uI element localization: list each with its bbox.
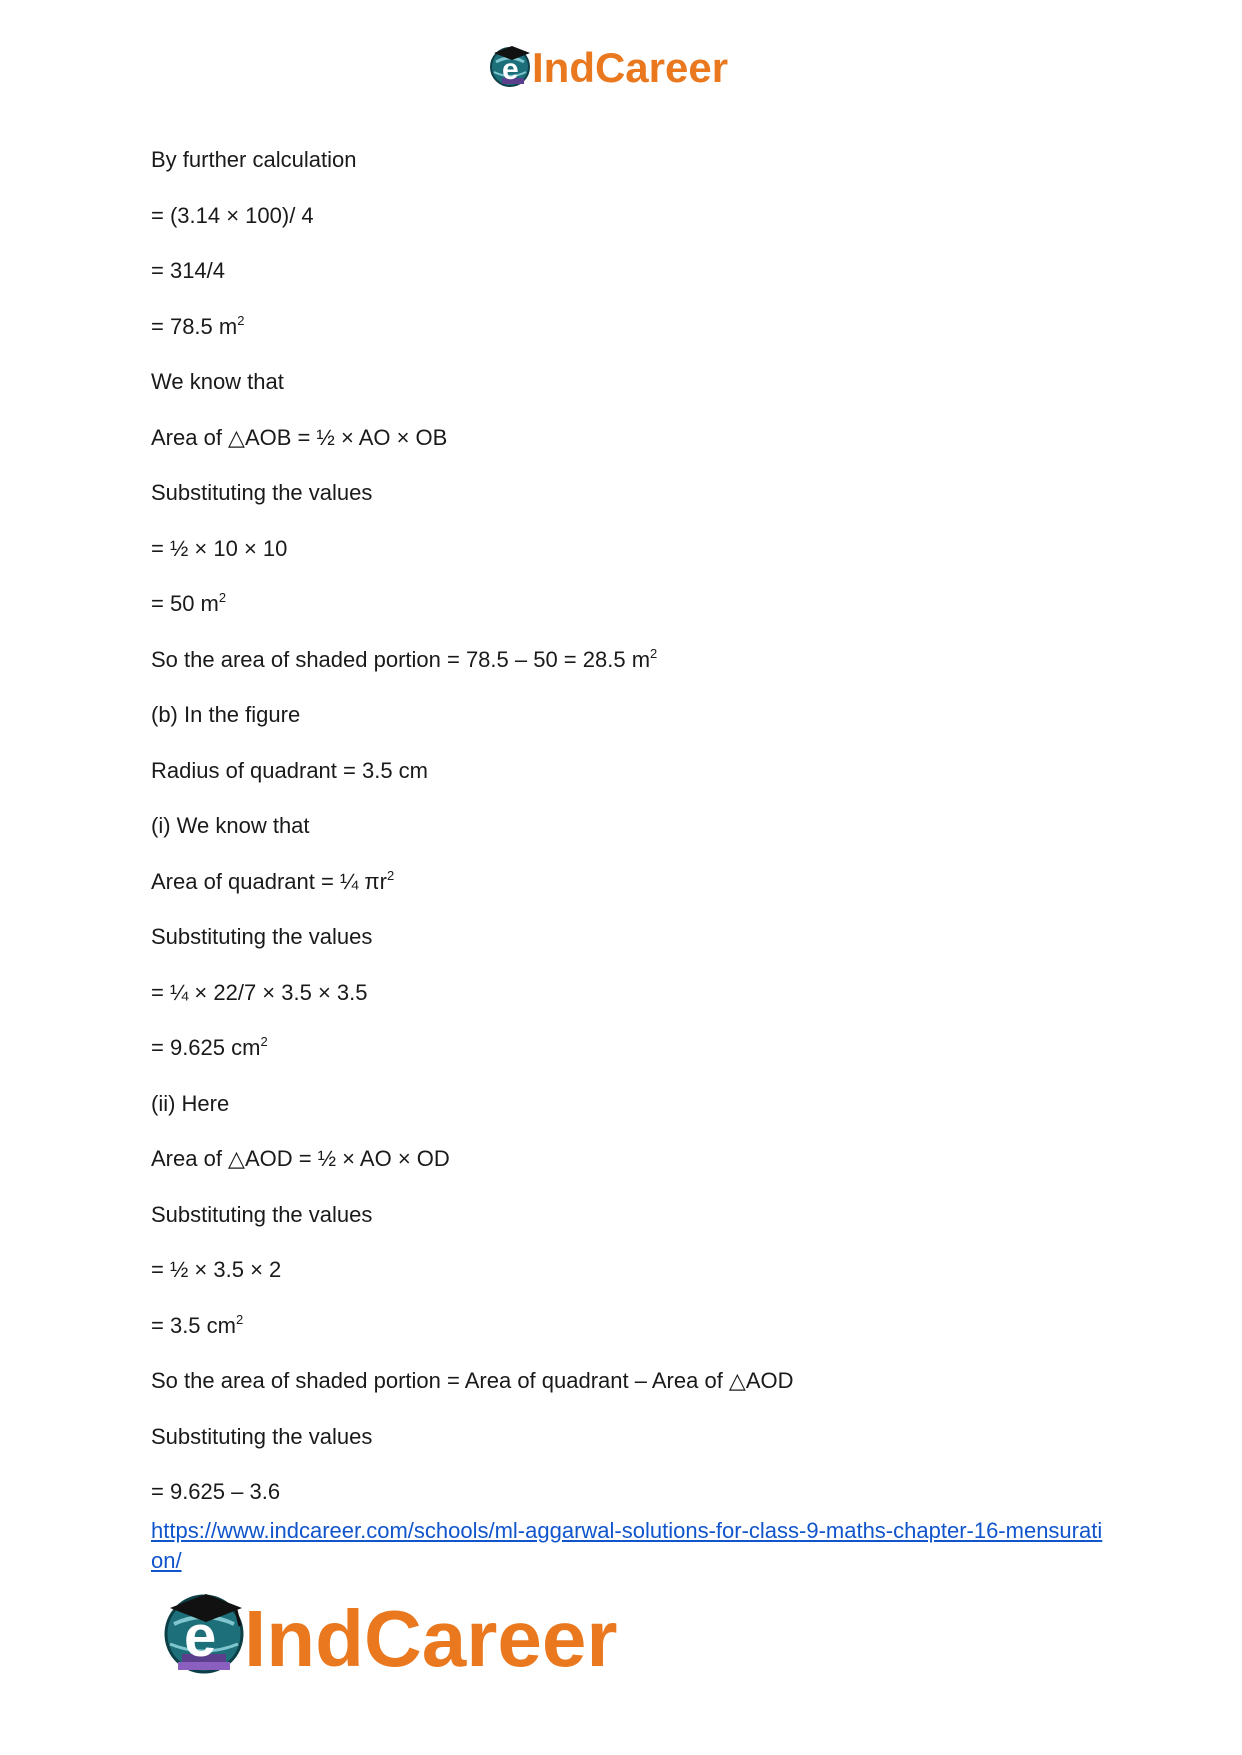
solution-line	[151, 700, 1111, 730]
line-text: Substituting the values	[151, 1423, 373, 1449]
line-text: Radius of quadrant = 3.5 cm	[151, 757, 428, 783]
line-text: We know that	[151, 369, 284, 394]
solution-line	[151, 478, 1111, 508]
solution-line	[151, 1422, 1111, 1452]
line-text: Area of △AOB = ½ × AO × OB	[151, 424, 448, 450]
superscript-exponent: 2	[650, 645, 658, 661]
solution-line	[151, 367, 1111, 397]
solution-line	[151, 978, 1111, 1008]
header-logo	[488, 42, 768, 92]
solution-line	[151, 756, 1111, 786]
source-link[interactable]: https://www.indcareer.com/schools/ml-aggarwal-solutions-for-class-9-maths-chapter-16-mensuration/	[151, 1518, 1103, 1573]
solution-line	[151, 534, 1111, 564]
solution-line	[151, 1311, 1111, 1341]
superscript-exponent: 2	[260, 1034, 268, 1049]
line-text: = 50 m	[151, 591, 219, 616]
line-text: So the area of shaded portion = Area of quadrant – Area of △AOD	[151, 1368, 794, 1393]
solution-line	[151, 589, 1111, 619]
header-logo-text: IndCareer	[532, 44, 729, 91]
solution-line	[151, 645, 1111, 675]
solution-line	[151, 922, 1111, 952]
superscript-exponent: 2	[235, 1311, 244, 1327]
svg-text:e: e	[184, 1604, 217, 1669]
superscript-exponent: 2	[218, 590, 227, 605]
line-text: (i) We know that	[151, 813, 310, 838]
solution-line	[151, 1033, 1111, 1063]
line-text: = (3.14 × 100)/ 4	[151, 202, 314, 228]
solution-line	[151, 1089, 1111, 1119]
solution-line	[151, 423, 1111, 453]
solution-line	[151, 312, 1111, 342]
line-text: So the area of shaded portion = 78.5 – 50 = 28.5 m	[151, 646, 651, 672]
solution-line	[151, 201, 1111, 231]
line-text: By further calculation	[151, 147, 357, 172]
line-text: Substituting the values	[151, 1201, 373, 1227]
footer-logo	[160, 1590, 705, 1675]
solution-line	[151, 145, 1111, 175]
line-text: = ½ × 10 × 10	[151, 535, 288, 561]
line-text: = ¼ × 22/7 × 3.5 × 3.5	[151, 979, 368, 1005]
solution-line	[151, 811, 1111, 841]
graduation-books-icon	[166, 1594, 242, 1672]
solution-line	[151, 1366, 1111, 1396]
line-text: (b) In the figure	[151, 702, 301, 727]
line-text: = 78.5 m	[151, 313, 238, 339]
line-text: Area of quadrant = ¼ πr	[151, 868, 387, 894]
line-text: Area of △AOD = ½ × AO × OD	[151, 1146, 450, 1171]
svg-text:e: e	[502, 53, 519, 86]
solution-line	[151, 1477, 1111, 1507]
line-text: Substituting the values	[151, 480, 373, 505]
line-text: = 9.625 – 3.6	[151, 1479, 281, 1504]
graduation-globe-icon	[491, 46, 530, 86]
solution-line	[151, 1200, 1111, 1230]
line-text: = 9.625 cm	[151, 1035, 261, 1060]
line-text: = 3.5 cm	[151, 1312, 236, 1338]
solution-content	[151, 145, 1111, 1533]
solution-line	[151, 867, 1111, 897]
line-text: = ½ × 3.5 × 2	[151, 1257, 282, 1282]
solution-line	[151, 1144, 1111, 1174]
line-text: Substituting the values	[151, 924, 373, 949]
line-text: = 314/4	[151, 258, 226, 283]
superscript-exponent: 2	[386, 867, 395, 883]
superscript-exponent: 2	[237, 312, 245, 328]
solution-line	[151, 1255, 1111, 1285]
footer-logo-text: IndCareer	[244, 1594, 618, 1675]
line-text: (ii) Here	[151, 1090, 230, 1116]
solution-line	[151, 256, 1111, 286]
